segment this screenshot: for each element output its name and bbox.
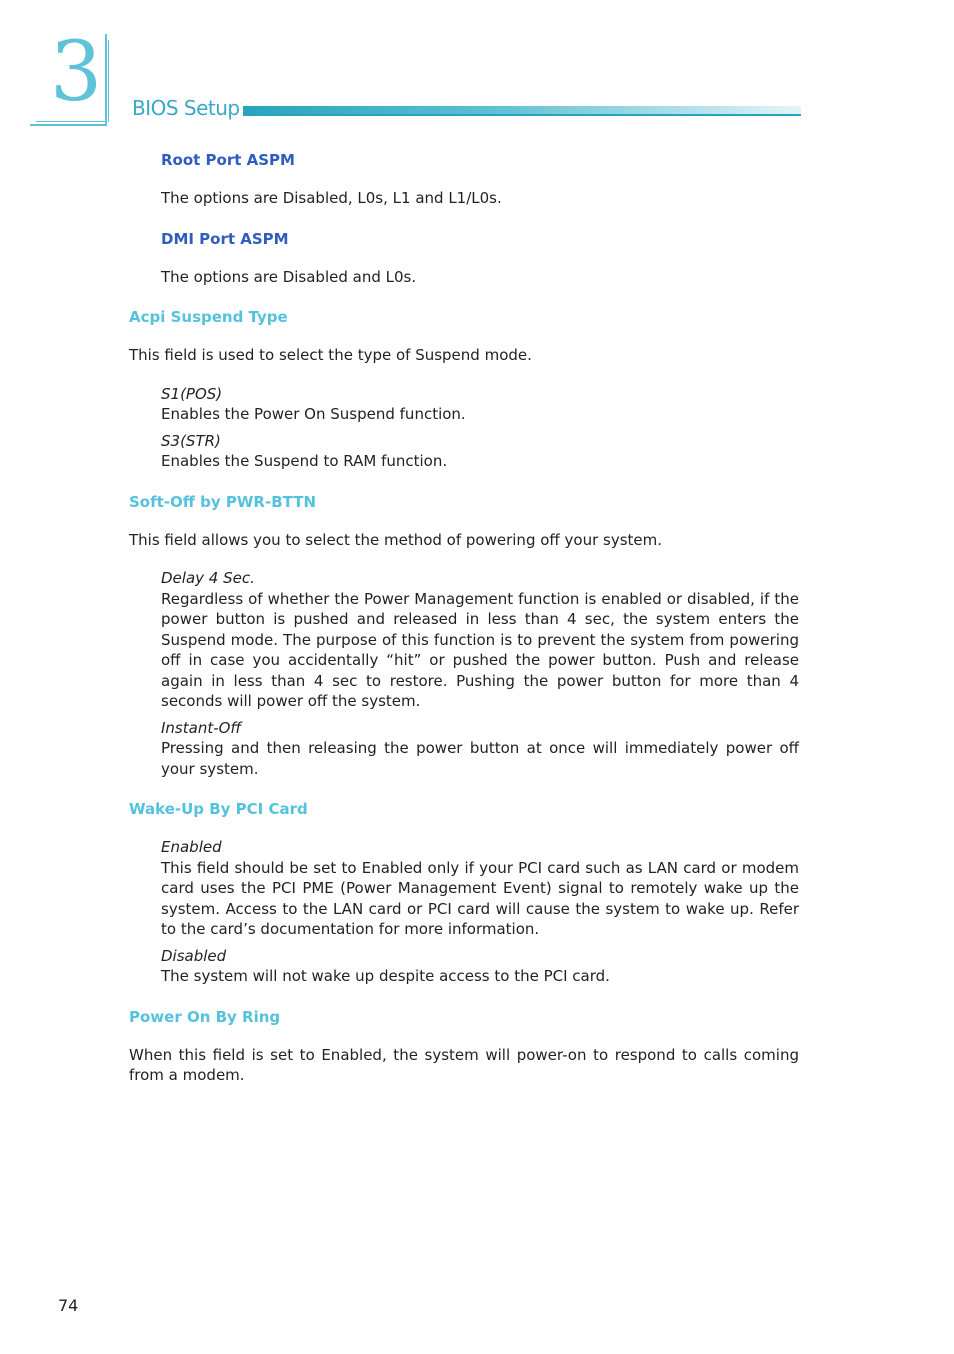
heading-soft-off: Soft-Off by PWR-BTTN [129, 492, 317, 511]
ring-text: When this field is set to Enabled, the system will power-on to respond to calls coming from a modem. [129, 1045, 799, 1084]
softoff-option-desc: Pressing and then releasing the power button at once will immediately power off your system. [161, 739, 799, 778]
header-frame-horizontal-inner [36, 121, 107, 122]
acpi-option-name: S1(POS) [161, 384, 223, 403]
softoff-option-name: Instant-Off [161, 718, 242, 737]
dmi-port-text: The options are Disabled and L0s. [161, 267, 417, 286]
header-frame-vertical-inner [108, 40, 109, 122]
root-port-text: The options are Disabled, L0s, L1 and L1/L0s. [161, 189, 502, 207]
chapter-title: BIOS Setup [132, 96, 240, 120]
acpi-option-desc: Enables the Suspend to RAM function. [161, 452, 448, 470]
heading-power-on-ring: Power On By Ring [129, 1007, 281, 1026]
heading-acpi-suspend-type: Acpi Suspend Type [129, 308, 288, 326]
acpi-option-desc: Enables the Power On Suspend function. [161, 405, 466, 423]
chapter-number: 3 [50, 25, 103, 120]
wakeup-option-name: Disabled [161, 946, 227, 965]
acpi-option-name: S3(STR) [161, 431, 221, 450]
header-frame-vertical [105, 34, 107, 126]
header-frame-horizontal [30, 124, 107, 126]
acpi-text: This field is used to select the type of Suspend mode. [129, 346, 532, 364]
heading-root-port-aspm: Root Port ASPM [161, 151, 295, 169]
wakeup-option-desc: This field should be set to Enabled only if your PCI card such as LAN card or modem card uses the PCI PME (Power Management Event) signal to remotely wake up the system. Access to the LAN card or PCI card will cause the system to wake up. Refer to the card’s documentation for more information. [161, 858, 799, 938]
title-bar-underline [243, 114, 801, 116]
page-number: 74 [58, 1296, 79, 1315]
heading-wake-up-pci: Wake-Up By PCI Card [129, 800, 308, 818]
heading-dmi-port-aspm: DMI Port ASPM [161, 229, 289, 248]
softoff-option-desc: Regardless of whether the Power Management function is enabled or disabled, if the power button is pushed and released in less than 4 sec, the system enters the Suspend mode. The purpose of this function is to prevent the system from powering off in case you accidentally “hit” or pushed the power button. Push and release again in less than 4 sec to restore. Pushing the power button for more than 4 seconds will power off the system. [161, 589, 799, 710]
wakeup-option-name: Enabled [161, 838, 222, 856]
softoff-option-name: Delay 4 Sec. [161, 569, 255, 587]
page-content [129, 148, 799, 1086]
wakeup-option-desc: The system will not wake up despite access to the PCI card. [161, 967, 610, 985]
softoff-text: This field allows you to select the method of powering off your system. [129, 530, 663, 549]
